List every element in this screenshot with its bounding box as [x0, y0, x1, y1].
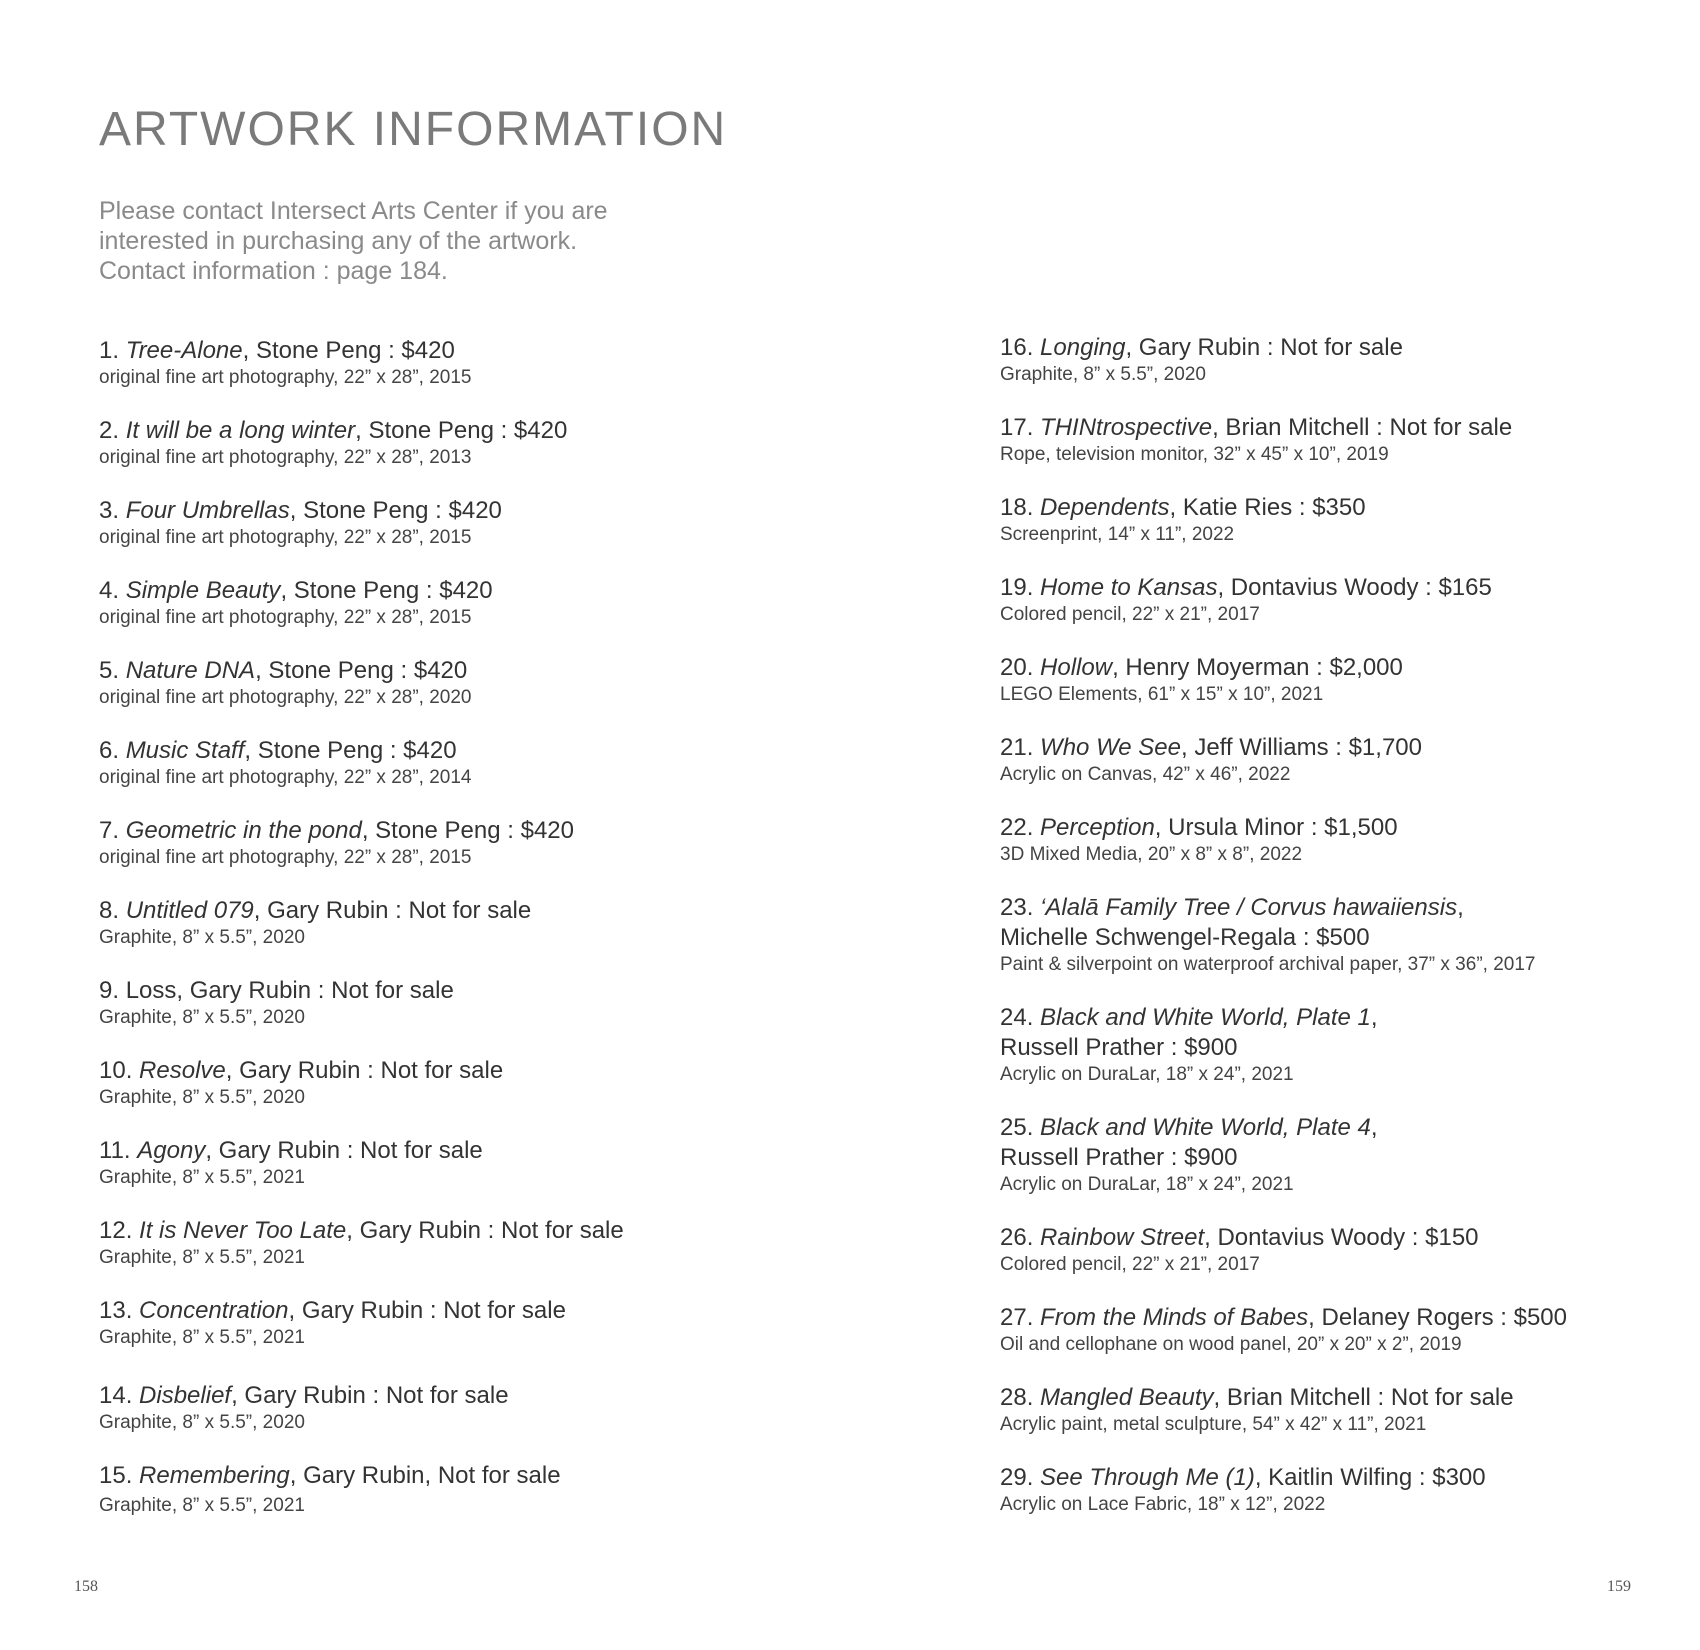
artwork-heading — [1000, 893, 1535, 923]
artwork-details: Graphite, 8” x 5.5”, 2021 — [99, 1247, 305, 1268]
artwork-entry — [1000, 1223, 1479, 1277]
artwork-heading — [1000, 1383, 1514, 1413]
artwork-title: Simple Beauty — [125, 577, 281, 604]
artwork-details: Acrylic on Lace Fabric, 18” x 12”, 2022 — [1000, 1494, 1326, 1515]
artwork-details: Graphite, 8” x 5.5”, 2020 — [1000, 364, 1206, 385]
artwork-heading — [99, 1296, 566, 1326]
artwork-entry — [99, 336, 472, 390]
artwork-entry — [99, 576, 493, 630]
intro-line: Contact information : page 184. — [99, 257, 448, 285]
artwork-entry — [1000, 893, 1535, 977]
artwork-title: Geometric in the pond — [125, 817, 362, 844]
artwork-details: Colored pencil, 22” x 21”, 2017 — [1000, 1254, 1260, 1275]
artist-price-line: Michelle Schwengel-Regala : $500 — [1000, 924, 1370, 951]
artwork-title: See Through Me (1) — [1040, 1464, 1255, 1491]
artist-price: , — [1370, 1114, 1378, 1141]
page-number-right: 159 — [1607, 1578, 1631, 1595]
artist-price: , Stone Peng : $420 — [242, 337, 455, 364]
artwork-heading — [1000, 1113, 1378, 1143]
artwork-number: 15. — [99, 1462, 133, 1489]
artwork-number: 18. — [1000, 494, 1034, 521]
artwork-heading — [1000, 1463, 1486, 1493]
artwork-details: Acrylic on Canvas, 42” x 46”, 2022 — [1000, 764, 1291, 785]
artwork-details: Oil and cellophane on wood panel, 20” x 20” x 2”, 2019 — [1000, 1334, 1462, 1355]
artwork-title: Hollow — [1040, 654, 1113, 681]
artwork-details: original fine art photography, 22” x 28”, 2015 — [99, 847, 472, 868]
artwork-entry — [99, 1296, 566, 1350]
artwork-details: original fine art photography, 22” x 28”, 2015 — [99, 367, 472, 388]
artwork-title: Who We See — [1040, 734, 1181, 761]
artwork-heading — [1000, 653, 1403, 683]
artwork-title: Music Staff — [125, 737, 245, 764]
artist-price: , — [1457, 894, 1464, 921]
artwork-number: 27. — [1000, 1304, 1034, 1331]
artist-price: , Stone Peng : $420 — [255, 657, 468, 684]
artwork-heading — [1000, 573, 1492, 603]
artwork-title: Disbelief — [139, 1382, 232, 1409]
artwork-entry — [1000, 493, 1366, 547]
artwork-title: Home to Kansas — [1040, 574, 1218, 601]
artwork-entry — [99, 816, 574, 870]
artwork-title: Agony — [137, 1137, 206, 1164]
artwork-title: Rainbow Street — [1040, 1224, 1205, 1251]
artwork-details: Acrylic on DuraLar, 18” x 24”, 2021 — [1000, 1174, 1294, 1195]
artwork-entry — [1000, 1113, 1378, 1197]
artwork-title: Nature DNA — [125, 657, 256, 684]
artist-price: , Stone Peng : $420 — [361, 817, 574, 844]
artist-price: , Gary Rubin, Not for sale — [289, 1462, 561, 1489]
artwork-number: 2. — [99, 417, 120, 444]
artwork-title: Mangled Beauty — [1040, 1384, 1214, 1411]
artwork-details: Acrylic paint, metal sculpture, 54” x 42” x 11”, 2021 — [1000, 1414, 1427, 1435]
artwork-entry — [1000, 413, 1512, 467]
artwork-entry — [1000, 573, 1492, 627]
artwork-number: 25. — [1000, 1114, 1034, 1141]
artwork-number: 10. — [99, 1057, 133, 1084]
artwork-details: original fine art photography, 22” x 28”, 2020 — [99, 687, 472, 708]
artwork-heading — [99, 336, 472, 366]
artwork-heading — [99, 976, 454, 1006]
artwork-number: 13. — [99, 1297, 133, 1324]
artwork-heading — [99, 736, 472, 766]
artwork-number: 22. — [1000, 814, 1034, 841]
artwork-number: 6. — [99, 737, 120, 764]
intro-text — [99, 196, 699, 286]
artwork-number: 3. — [99, 497, 120, 524]
page-number-left: 158 — [74, 1578, 98, 1595]
artwork-title: Untitled 079 — [125, 897, 254, 924]
artwork-details: original fine art photography, 22” x 28”, 2014 — [99, 767, 472, 788]
artwork-entry — [99, 656, 472, 710]
artwork-entry — [1000, 653, 1403, 707]
artwork-details: original fine art photography, 22” x 28”, 2015 — [99, 527, 472, 548]
artist-price: , Jeff Williams : $1,700 — [1181, 734, 1422, 761]
artwork-details: original fine art photography, 22” x 28”, 2013 — [99, 447, 472, 468]
artwork-heading — [1000, 413, 1512, 443]
artwork-entry — [1000, 1303, 1567, 1357]
artwork-title: ‘Alalā Family Tree / Corvus hawaiiensis — [1040, 894, 1458, 921]
artwork-number: 19. — [1000, 574, 1034, 601]
artist-price: , Stone Peng : $420 — [289, 497, 502, 524]
artwork-number: 29. — [1000, 1464, 1034, 1491]
artwork-heading — [99, 1136, 483, 1166]
artwork-title: Black and White World, Plate 1 — [1040, 1004, 1371, 1031]
artwork-number: 4. — [99, 577, 120, 604]
artwork-number: 28. — [1000, 1384, 1034, 1411]
artwork-heading — [99, 576, 493, 606]
artwork-number: 11. — [99, 1137, 131, 1164]
artwork-entry — [1000, 333, 1403, 387]
artwork-heading — [99, 416, 567, 446]
artist-price: , Gary Rubin : Not for sale — [205, 1137, 483, 1164]
artist-price: , — [1370, 1004, 1378, 1031]
artwork-heading — [1000, 733, 1422, 763]
artwork-entry — [99, 1056, 503, 1110]
artwork-details: Rope, television monitor, 32” x 45” x 10”, 2019 — [1000, 444, 1389, 465]
artwork-heading — [99, 496, 502, 526]
artwork-heading — [99, 816, 574, 846]
artist-price: Loss, Gary Rubin : Not for sale — [125, 977, 454, 1004]
artist-price: , Katie Ries : $350 — [1169, 494, 1366, 521]
artist-price: , Stone Peng : $420 — [355, 417, 568, 444]
artist-price: , Dontavius Woody : $150 — [1204, 1224, 1479, 1251]
artwork-title: Black and White World, Plate 4 — [1040, 1114, 1371, 1141]
artwork-entry — [99, 1216, 624, 1270]
artist-price: , Delaney Rogers : $500 — [1308, 1304, 1567, 1331]
artist-price: , Kaitlin Wilfing : $300 — [1254, 1464, 1486, 1491]
artwork-title: Remembering — [139, 1462, 290, 1489]
artwork-number: 23. — [1000, 894, 1034, 921]
artist-price: , Dontavius Woody : $165 — [1217, 574, 1492, 601]
artwork-heading — [1000, 493, 1366, 523]
artwork-title: Four Umbrellas — [125, 497, 290, 524]
artwork-details: Acrylic on DuraLar, 18” x 24”, 2021 — [1000, 1064, 1294, 1085]
artwork-number: 26. — [1000, 1224, 1034, 1251]
artwork-title: Concentration — [139, 1297, 289, 1324]
artwork-number: 8. — [99, 897, 120, 924]
artwork-details: Screenprint, 14” x 11”, 2022 — [1000, 524, 1235, 545]
intro-line: interested in purchasing any of the artwork. — [99, 227, 578, 255]
artwork-title: It is Never Too Late — [139, 1217, 347, 1244]
artwork-details: Colored pencil, 22” x 21”, 2017 — [1000, 604, 1260, 625]
artwork-details: Graphite, 8” x 5.5”, 2021 — [99, 1327, 305, 1348]
artwork-entry — [99, 976, 454, 1030]
artwork-title: Resolve — [139, 1057, 226, 1084]
artwork-heading — [1000, 813, 1398, 843]
artwork-title: Perception — [1040, 814, 1155, 841]
artwork-entry — [99, 1381, 509, 1435]
artwork-heading — [1000, 333, 1403, 363]
artist-price: , Henry Moyerman : $2,000 — [1112, 654, 1403, 681]
artwork-number: 17. — [1000, 414, 1034, 441]
artwork-heading — [1000, 1003, 1378, 1033]
artist-price: , Brian Mitchell : Not for sale — [1212, 414, 1513, 441]
artwork-number: 5. — [99, 657, 120, 684]
page-title: ARTWORK INFORMATION — [99, 103, 728, 156]
artwork-entry — [99, 496, 502, 550]
artwork-number: 9. — [99, 977, 120, 1004]
artist-price: , Gary Rubin : Not for sale — [225, 1057, 504, 1084]
artwork-heading — [99, 1461, 561, 1491]
artwork-number: 12. — [99, 1217, 133, 1244]
intro-line: Please contact Intersect Arts Center if you are — [99, 197, 608, 225]
artist-price: , Stone Peng : $420 — [244, 737, 457, 764]
artwork-number: 14. — [99, 1382, 133, 1409]
artist-price: , Gary Rubin : Not for sale — [1125, 334, 1403, 361]
artwork-heading — [99, 1381, 509, 1411]
artwork-details: Graphite, 8” x 5.5”, 2021 — [99, 1167, 305, 1188]
artist-price: , Ursula Minor : $1,500 — [1154, 814, 1398, 841]
artwork-heading — [99, 1216, 624, 1246]
artwork-details: 3D Mixed Media, 20” x 8” x 8”, 2022 — [1000, 844, 1303, 865]
artwork-entry — [1000, 1463, 1486, 1517]
artwork-title: Tree-Alone — [125, 337, 243, 364]
artwork-details: Graphite, 8” x 5.5”, 2021 — [99, 1495, 305, 1516]
artwork-number: 16. — [1000, 334, 1034, 361]
artwork-heading — [99, 896, 531, 926]
artwork-title: From the Minds of Babes — [1040, 1304, 1309, 1331]
artist-price: , Stone Peng : $420 — [280, 577, 493, 604]
artwork-entry — [1000, 1003, 1378, 1087]
artist-price: , Gary Rubin : Not for sale — [253, 897, 532, 924]
artwork-number: 21. — [1000, 734, 1034, 761]
artwork-details: Graphite, 8” x 5.5”, 2020 — [99, 1087, 305, 1108]
artwork-details: Graphite, 8” x 5.5”, 2020 — [99, 1007, 305, 1028]
artwork-heading — [1000, 1303, 1567, 1333]
artwork-details: Graphite, 8” x 5.5”, 2020 — [99, 927, 305, 948]
artist-price: , Gary Rubin : Not for sale — [288, 1297, 566, 1324]
artwork-title: It will be a long winter — [125, 417, 356, 444]
artwork-number: 24. — [1000, 1004, 1034, 1031]
artist-price: , Gary Rubin : Not for sale — [346, 1217, 624, 1244]
artist-price: , Gary Rubin : Not for sale — [231, 1382, 509, 1409]
artwork-details: Graphite, 8” x 5.5”, 2020 — [99, 1412, 305, 1433]
artwork-details: LEGO Elements, 61” x 15” x 10”, 2021 — [1000, 684, 1324, 705]
artwork-heading — [99, 1056, 503, 1086]
artwork-title: Longing — [1040, 334, 1126, 361]
artwork-entry — [99, 736, 472, 790]
artwork-number: 7. — [99, 817, 120, 844]
artist-price: , Brian Mitchell : Not for sale — [1213, 1384, 1514, 1411]
artwork-entry — [1000, 733, 1422, 787]
artist-price-line: Russell Prather : $900 — [1000, 1144, 1238, 1171]
artwork-entry — [99, 416, 567, 470]
artwork-details: Paint & silverpoint on waterproof archival paper, 37” x 36”, 2017 — [1000, 954, 1536, 975]
artwork-title: THINtrospective — [1040, 414, 1213, 441]
artwork-title: Dependents — [1040, 494, 1170, 521]
artwork-entry — [99, 1136, 483, 1190]
artwork-number: 20. — [1000, 654, 1034, 681]
artist-price-line: Russell Prather : $900 — [1000, 1034, 1238, 1061]
artwork-entry — [99, 1461, 561, 1518]
artwork-number: 1. — [99, 337, 120, 364]
artwork-heading — [99, 656, 472, 686]
artwork-details: original fine art photography, 22” x 28”, 2015 — [99, 607, 472, 628]
artwork-entry — [1000, 813, 1398, 867]
artwork-entry — [1000, 1383, 1514, 1437]
artwork-entry — [99, 896, 531, 950]
artwork-heading — [1000, 1223, 1479, 1253]
